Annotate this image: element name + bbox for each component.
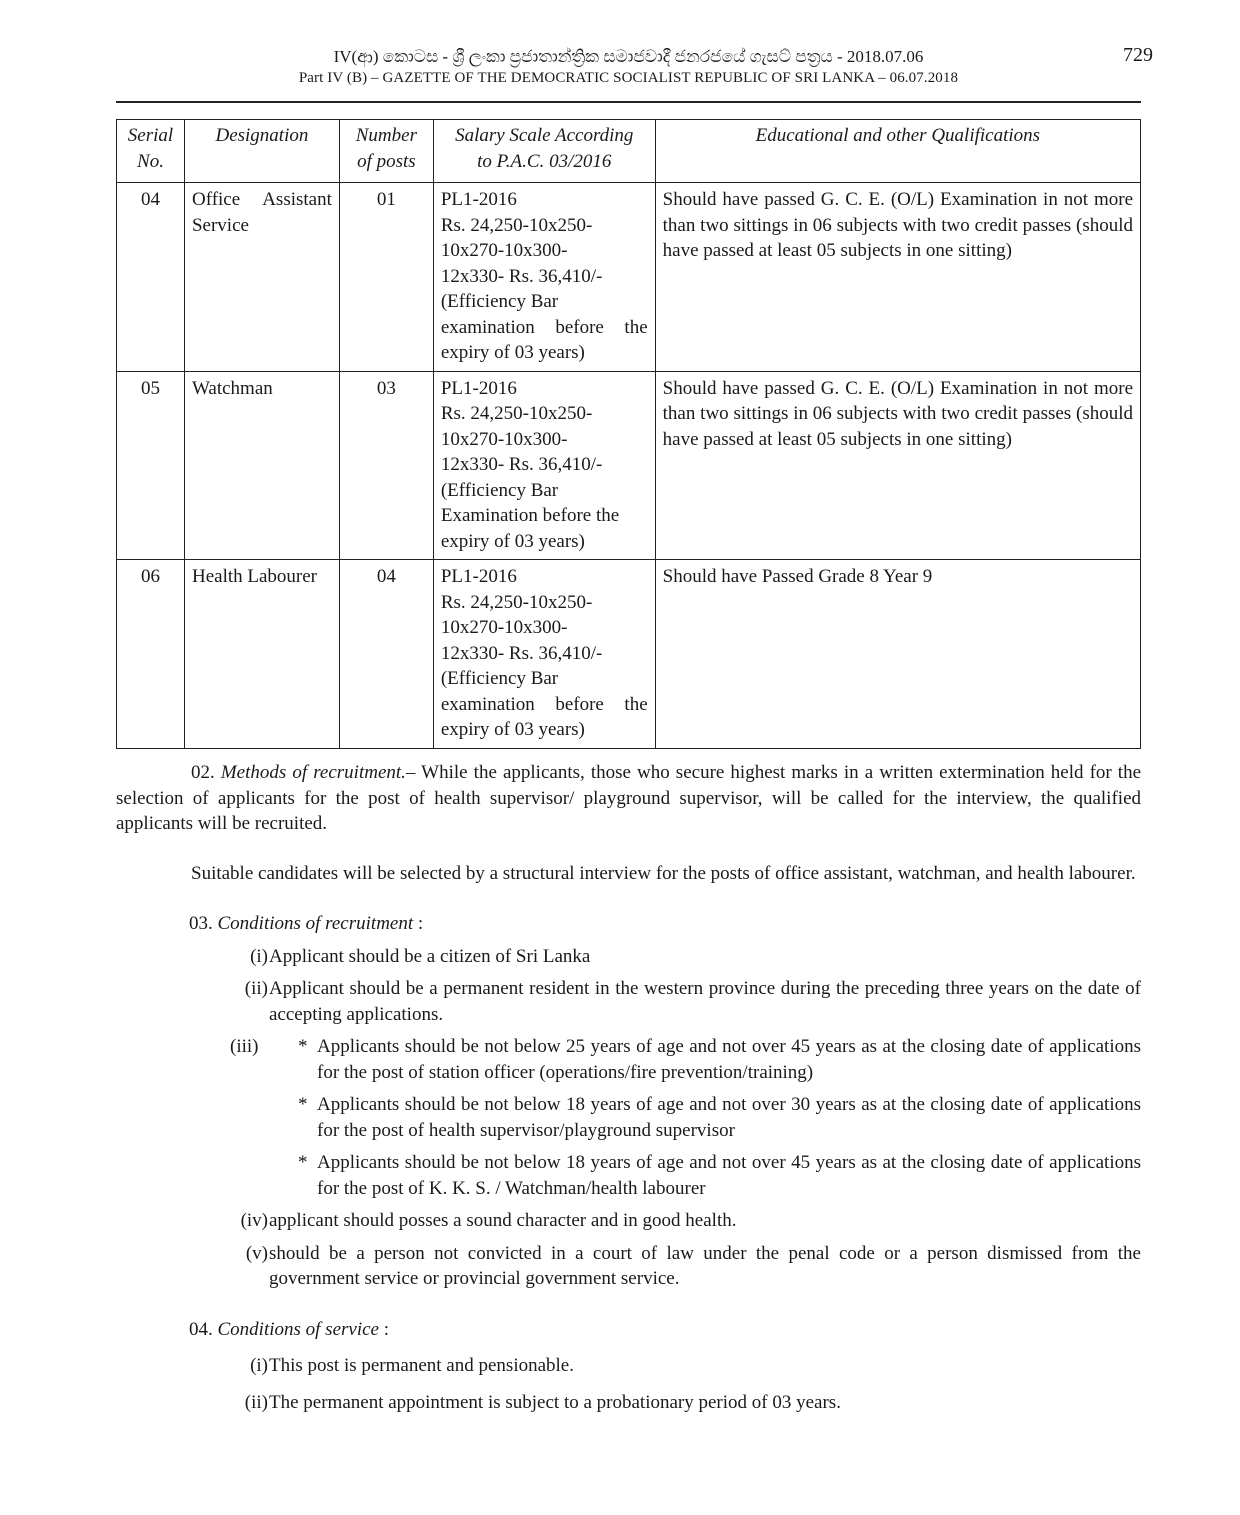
cell-qualification: Should have Passed Grade 8 Year 9 — [655, 560, 1140, 749]
cell-qualification: Should have passed G. C. E. (O/L) Examination in not more than two sittings in 06 subjects with two credit passes (should have passed at least 05 subjects in one sitting) — [655, 371, 1140, 560]
list-item: (v) should be a person not convicted in a court of law under the penal code or a person dismissed from the government service or provincial government service. — [245, 1242, 1141, 1289]
table-row — [117, 560, 1141, 749]
section-title: Methods of recruitment. — [220, 762, 406, 783]
list-item: * Applicants should be not below 18 years of age and not over 45 years as at the closing date of applications for the post of K. K. S. / Watchman/health labourer — [298, 1152, 1141, 1199]
document-body — [116, 760, 1141, 1415]
section-conditions-of-recruitment: 03. Conditions of recruitment : — [189, 913, 424, 934]
col-header-posts: Number of posts — [339, 120, 433, 183]
cell-salary: PL1-2016 Rs. 24,250-10x250- 10x270-10x300- 12x330- Rs. 36,410/- (Efficiency Bar examination before the expiry of 03 years) — [433, 183, 655, 372]
list-item: (iv) applicant should posses a sound character and in good health. — [240, 1210, 737, 1231]
cell-salary: PL1-2016 Rs. 24,250-10x250- 10x270-10x300- 12x330- Rs. 36,410/- (Efficiency Bar Examination before the expiry of 03 years) — [433, 371, 655, 560]
list-item: (ii) Applicant should be a permanent resident in the western province during the preceding three years on the date of accepting applications. — [244, 978, 1141, 1025]
cell-serial: 05 — [117, 371, 185, 560]
cell-posts: 01 — [339, 183, 433, 372]
table-row — [117, 371, 1141, 560]
list-item: * Applicants should be not below 18 years of age and not over 30 years as at the closing date of applications for the post of health supervisor/playground supervisor — [298, 1094, 1141, 1141]
section-methods-of-recruitment: 02. Methods of recruitment.– While the applicants, those who secure highest marks in a written extermination held for the selection of applicants for the post of health supervisor/ playground supervisor, will be called for the interview, the qualified applicants will be recruited. — [116, 762, 1142, 834]
col-header-qualifications: Educational and other Qualifications — [655, 120, 1140, 183]
cell-qualification: Should have passed G. C. E. (O/L) Examination in not more than two sittings in 06 subjects with two credit passes (should have passed at least 05 subjects in one sitting) — [655, 183, 1140, 372]
col-header-serial: Serial No. — [117, 120, 185, 183]
section-conditions-of-service: 04. Conditions of service : — [189, 1318, 390, 1340]
paragraph-interview: Suitable candidates will be selected by a structural interview for the posts of office assistant, watchman, and health labourer. — [191, 862, 1136, 884]
table-header-row — [117, 120, 1141, 183]
cell-salary: PL1-2016 Rs. 24,250-10x250- 10x270-10x300- 12x330- Rs. 36,410/- (Efficiency Bar examination before the expiry of 03 years) — [433, 560, 655, 749]
list-item: (iii) * Applicants should be not below 25 years of age and not over 45 years as at the closing date of applications for the post of station officer (operations/fire prevention/training) — [230, 1036, 1141, 1083]
page-number: 729 — [1123, 44, 1153, 66]
page-header — [116, 0, 1153, 103]
cell-designation: Office Assistant Service — [184, 183, 339, 372]
cell-posts: 04 — [339, 560, 433, 749]
list-item: (ii) The permanent appointment is subject to a probationary period of 03 years. — [244, 1391, 841, 1413]
header-english-title: Part IV (B) – GAZETTE OF THE DEMOCRATIC SOCIALIST REPUBLIC OF SRI LANKA – 06.07.2018 — [298, 70, 959, 86]
posts-table — [116, 119, 1141, 749]
cell-posts: 03 — [339, 371, 433, 560]
list-item: (i) Applicant should be a citizen of Sri Lanka — [250, 945, 591, 967]
col-header-salary: Salary Scale According to P.A.C. 03/2016 — [433, 120, 655, 183]
header-sinhala-title: IV(ආ) කොටස - ශ්‍රී ලංකා ප්‍රජාතාන්ත්‍රික සමාජවාදී ජනරජයේ ගැසට් පත්‍රය - 2018.07.06 — [333, 47, 924, 66]
col-header-designation: Designation — [184, 120, 339, 183]
gazette-page — [116, 0, 1153, 1413]
list-item: (i) This post is permanent and pensionable. — [250, 1355, 574, 1376]
cell-designation: Watchman — [184, 371, 339, 560]
cell-designation: Health Labourer — [184, 560, 339, 749]
cell-serial: 06 — [117, 560, 185, 749]
cell-serial: 04 — [117, 183, 185, 372]
table-row — [117, 183, 1141, 372]
